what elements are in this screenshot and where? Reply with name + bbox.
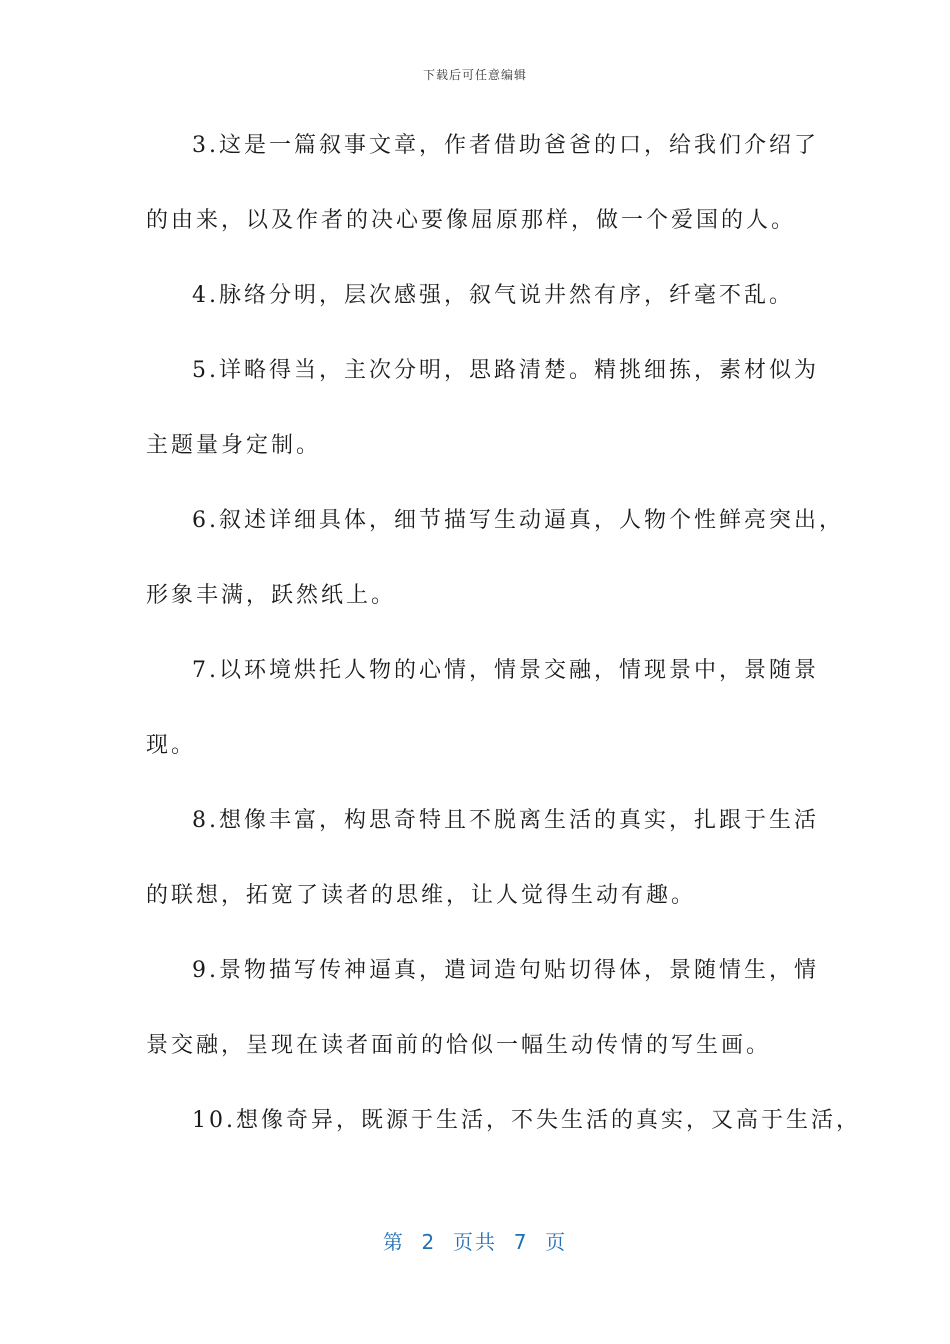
paragraph-line: 4.脉络分明，层次感强，叙气说井然有序，纤毫不乱。 (192, 283, 794, 308)
paragraph-line: 9.景物描写传神逼真，遣词造句贴切得体，景随情生，情 (192, 958, 819, 983)
paragraph-line: 10.想像奇异，既源于生活，不失生活的真实，又高于生活， (192, 1108, 861, 1133)
page-number-footer: 第 2 页共 7 页 (382, 1230, 568, 1254)
header-note: 下载后可任意编辑 (422, 68, 527, 82)
document-body (146, 127, 861, 1177)
paragraph-line: 5.详略得当，主次分明，思路清楚。精挑细拣，素材似为 (192, 358, 819, 383)
paragraph-line: 3.这是一篇叙事文章，作者借助爸爸的口，给我们介绍了 (192, 133, 819, 158)
paragraph-line: 7.以环境烘托人物的心情，情景交融，情现景中，景随景 (192, 658, 819, 683)
paragraph-line: 的由来，以及作者的决心要像屈原那样，做一个爱国的人。 (146, 208, 797, 233)
paragraph-line: 主题量身定制。 (146, 433, 322, 458)
paragraph-line: 的联想，拓宽了读者的思维，让人觉得生动有趣。 (146, 883, 697, 908)
paragraph-line: 景交融，呈现在读者面前的恰似一幅生动传情的写生画。 (146, 1033, 772, 1058)
paragraph-line: 6.叙述详细具体，细节描写生动逼真，人物个性鲜亮突出， (192, 508, 844, 533)
paragraph-line: 8.想像丰富，构思奇特且不脱离生活的真实，扎跟于生活 (192, 808, 819, 833)
paragraph-line: 形象丰满，跃然纸上。 (146, 583, 397, 608)
paragraph-line: 现。 (146, 733, 197, 758)
